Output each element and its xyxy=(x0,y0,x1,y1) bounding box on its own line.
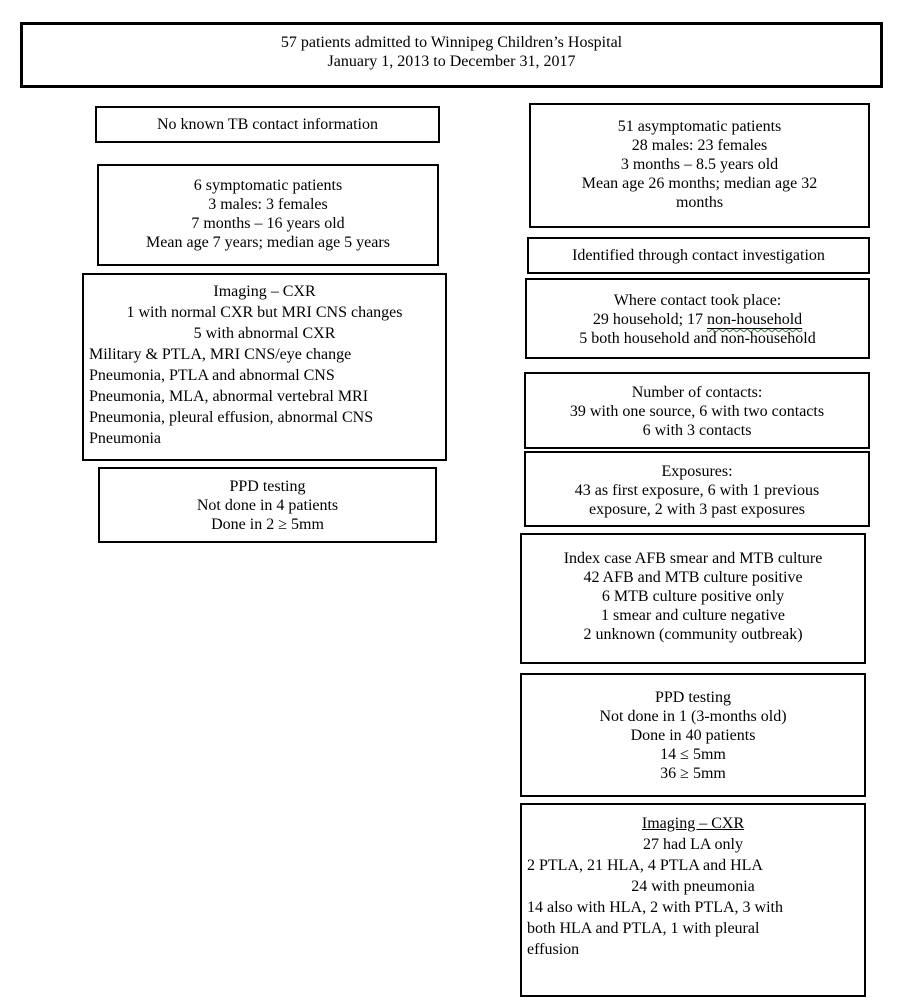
symptomatic-ppd-line-1: PPD testing xyxy=(229,478,306,495)
spellcheck-flagged-word xyxy=(707,311,802,328)
symptomatic-line-4: Mean age 7 years; median age 5 years xyxy=(146,234,390,251)
index-case-line-4: 1 smear and culture negative xyxy=(601,607,785,624)
index-case-line-2: 42 AFB and MTB culture positive xyxy=(583,569,803,586)
asymptomatic-line-1: 51 asymptomatic patients xyxy=(617,118,782,135)
exposures-box xyxy=(524,451,870,527)
symptomatic-imaging-finding-5: Pneumonia xyxy=(89,430,161,447)
symptomatic-line-3: 7 months – 16 years old xyxy=(191,215,345,232)
symptomatic-line-1: 6 symptomatic patients xyxy=(193,177,343,194)
symptomatic-ppd-line-3: Done in 2 ≥ 5mm xyxy=(211,516,324,533)
asymptomatic-ppd-line-2: Not done in 1 (3-months old) xyxy=(599,708,787,725)
symptomatic-imaging-finding-1: Military & PTLA, MRI CNS/eye change xyxy=(89,346,352,363)
asymptomatic-patients-box xyxy=(529,103,870,228)
symptomatic-imaging-cxr-box xyxy=(82,273,447,461)
asymptomatic-ppd-line-1: PPD testing xyxy=(654,689,731,706)
symptomatic-imaging-line-3: 5 with abnormal CXR xyxy=(193,325,336,342)
symptomatic-line-2: 3 males: 3 females xyxy=(208,196,328,213)
index-case-title: Index case AFB smear and MTB culture xyxy=(563,550,823,567)
exposures-title: Exposures: xyxy=(661,463,733,480)
asymptomatic-imaging-line-3: 2 PTLA, 21 HLA, 4 PTLA and HLA xyxy=(527,857,763,874)
asymptomatic-ppd-testing-box xyxy=(520,673,866,797)
asymptomatic-imaging-line-4: 24 with pneumonia xyxy=(631,878,755,895)
exposures-line-3: exposure, 2 with 3 past exposures xyxy=(589,501,805,518)
contact-location-title: Where contact took place: xyxy=(613,292,782,309)
non-household-underlined-text: non-household xyxy=(707,311,803,328)
contacts-title: Number of contacts: xyxy=(631,384,763,401)
asymptomatic-line-5: months xyxy=(675,194,724,211)
contact-location-line-3: 5 both household and non-household xyxy=(579,330,816,347)
contact-location-box xyxy=(525,278,870,359)
number-of-contacts-box xyxy=(524,372,870,449)
contact-investigation-text: Identified through contact investigation xyxy=(572,247,825,264)
title-line-1: 57 patients admitted to Winnipeg Children’s Hospital xyxy=(280,34,623,51)
exposures-line-2: 43 as first exposure, 6 with 1 previous xyxy=(574,482,820,499)
symptomatic-imaging-finding-2: Pneumonia, PTLA and abnormal CNS xyxy=(89,367,335,384)
symptomatic-imaging-finding-3: Pneumonia, MLA, abnormal vertebral MRI xyxy=(89,388,369,405)
asymptomatic-line-4: Mean age 26 months; median age 32 xyxy=(581,175,818,192)
symptomatic-patients-box xyxy=(97,164,439,266)
symptomatic-imaging-line-2: 1 with normal CXR but MRI CNS changes xyxy=(126,304,403,321)
symptomatic-imaging-finding-4: Pneumonia, pleural effusion, abnormal CNS xyxy=(89,409,374,426)
asymptomatic-imaging-line-6: both HLA and PTLA, 1 with pleural xyxy=(527,920,760,937)
asymptomatic-imaging-title: Imaging – CXR xyxy=(641,815,745,832)
contacts-line-3: 6 with 3 contacts xyxy=(642,422,752,439)
title-box xyxy=(20,22,883,88)
asymptomatic-ppd-line-3: Done in 40 patients xyxy=(630,727,756,744)
symptomatic-ppd-testing-box xyxy=(98,467,437,543)
asymptomatic-imaging-cxr-box xyxy=(520,803,866,997)
asymptomatic-imaging-line-7: effusion xyxy=(527,941,580,958)
asymptomatic-line-3: 3 months – 8.5 years old xyxy=(620,156,779,173)
contact-location-line-2 xyxy=(527,310,868,329)
asymptomatic-imaging-line-2: 27 had LA only xyxy=(643,836,743,853)
index-case-line-5: 2 unknown (community outbreak) xyxy=(583,626,803,643)
contacts-line-2: 39 with one source, 6 with two contacts xyxy=(569,403,825,420)
asymptomatic-ppd-line-4: 14 ≤ 5mm xyxy=(660,746,726,763)
contact-investigation-box xyxy=(527,237,870,274)
no-tb-contact-box xyxy=(95,106,440,143)
contact-location-line2-prefix: 29 household; 17 xyxy=(592,311,708,328)
index-case-line-3: 6 MTB culture positive only xyxy=(601,588,785,605)
asymptomatic-imaging-line-5: 14 also with HLA, 2 with PTLA, 3 with xyxy=(527,899,783,916)
title-line-2: January 1, 2013 to December 31, 2017 xyxy=(327,53,576,70)
symptomatic-ppd-line-2: Not done in 4 patients xyxy=(196,497,339,514)
symptomatic-imaging-title: Imaging – CXR xyxy=(213,283,316,300)
index-case-box xyxy=(520,533,866,664)
asymptomatic-ppd-line-5: 36 ≥ 5mm xyxy=(660,765,726,782)
no-tb-contact-text: No known TB contact information xyxy=(157,116,378,133)
asymptomatic-line-2: 28 males: 23 females xyxy=(631,137,768,154)
